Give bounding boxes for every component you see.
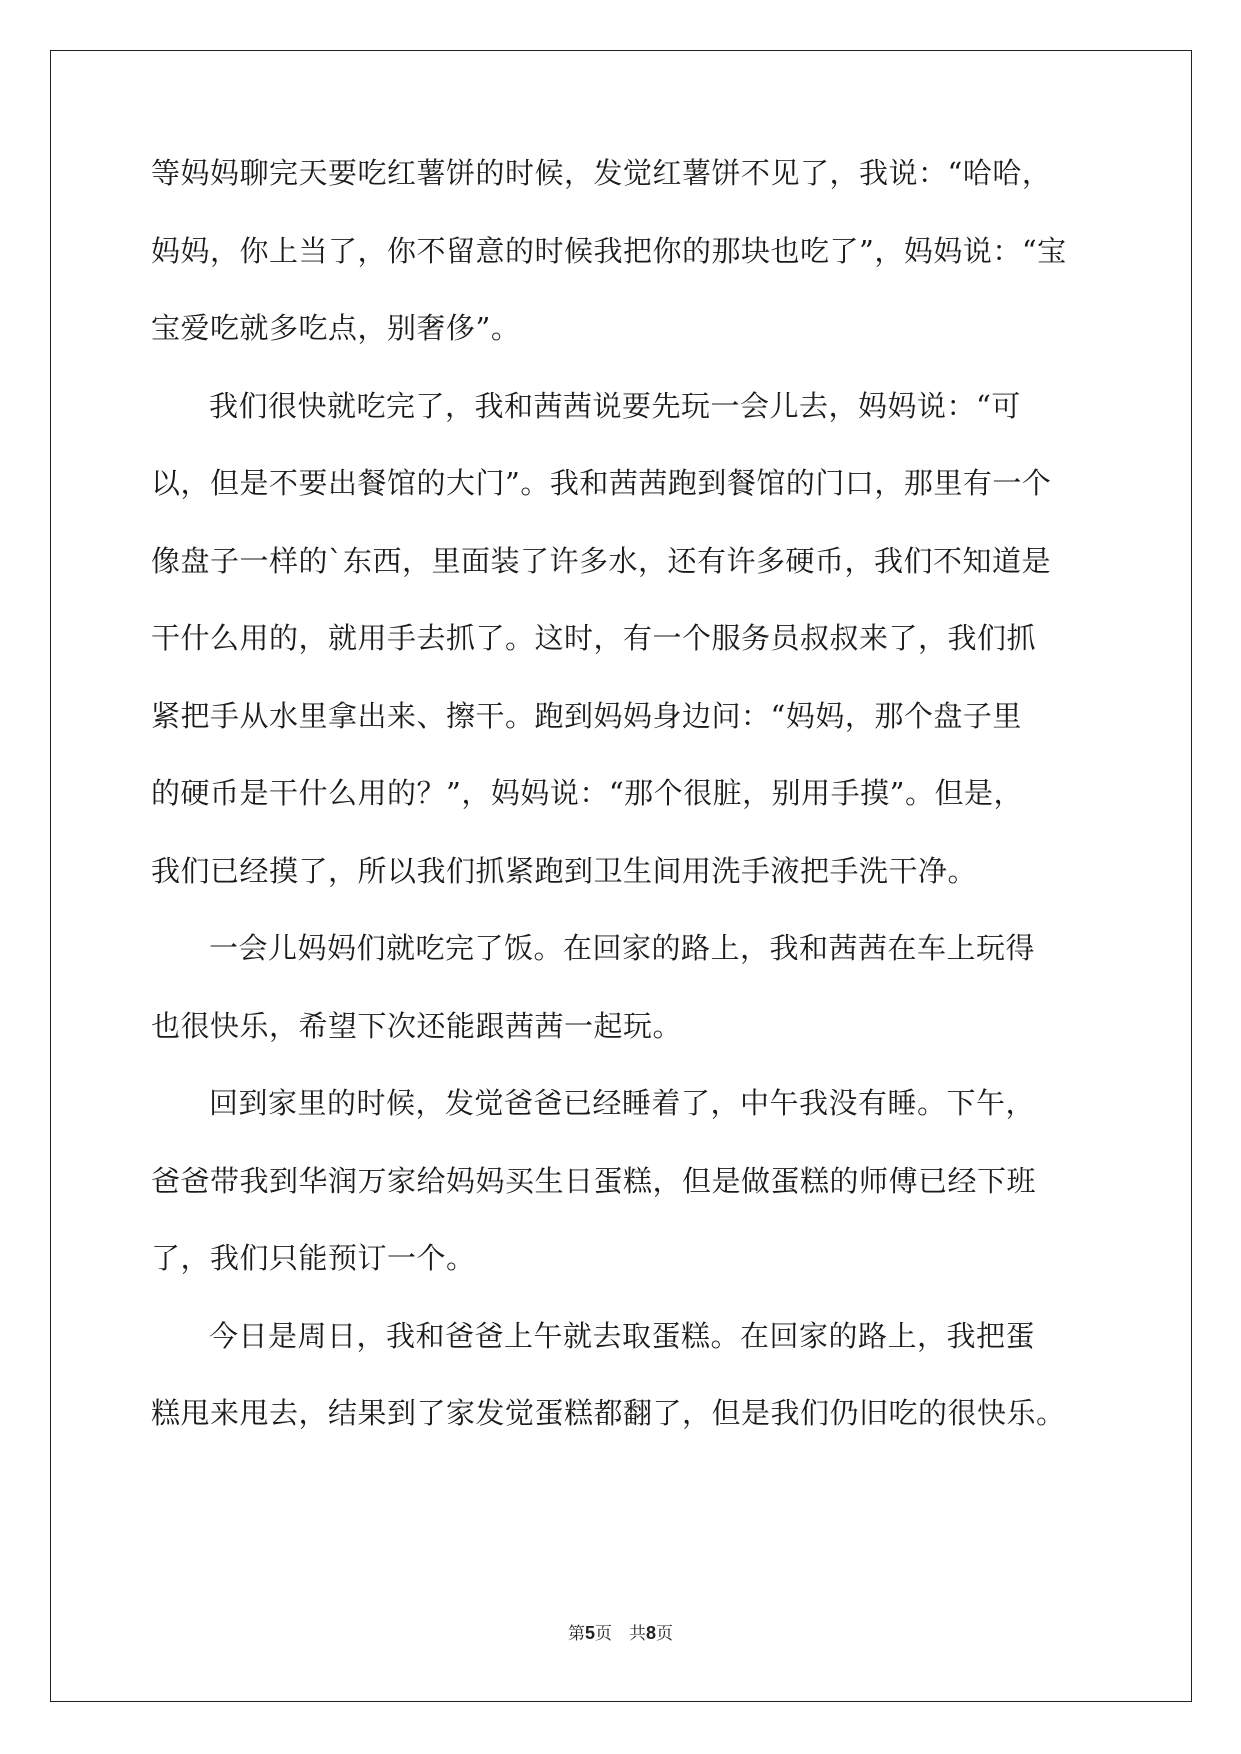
text-line: 今日是周日，我和爸爸上午就去取蛋糕。在回家的路上，我把蛋 [209,1318,1036,1353]
text-line: 一会儿妈妈们就吃完了饭。在回家的路上，我和茜茜在车上玩得 [209,931,1036,965]
text-line: 的硬币是干什么用的？”，妈妈说：“那个很脏，别用手摸”。但是， [151,776,1023,810]
text-line: 回到家里的时候，发觉爸爸已经睡着了，中午我没有睡。下午， [209,1086,1036,1120]
total-page-number: 8 [646,1623,657,1643]
text-line: 我们已经摸了，所以我们抓紧跑到卫生间用洗手液把手洗干净。 [151,853,978,888]
text-line: 宝爱吃就多吃点，别奢侈”。 [151,311,521,345]
text-line: 等妈妈聊完天要吃红薯饼的时候，发觉红薯饼不见了，我说：“哈哈， [151,156,1052,190]
footer-prefix: 第 [567,1624,585,1644]
text-line: 妈妈，你上当了，你不留意的时候我把你的那块也吃了”，妈妈说：“宝 [151,233,1067,268]
document-body [151,156,1091,1474]
text-line: 也很快乐，希望下次还能跟茜茜一起玩。 [151,1008,683,1043]
text-line: 干什么用的，就用手去抓了。这时，有一个服务员叔叔来了，我们抓 [151,621,1037,655]
text-line: 我们很快就吃完了，我和茜茜说要先玩一会儿去，妈妈说：“可 [209,388,1021,423]
footer-suffix: 页 [656,1624,674,1644]
current-page-number: 5 [584,1623,595,1643]
footer-mid: 页 共 [595,1624,646,1644]
text-line: 以，但是不要出餐馆的大门”。我和茜茜跑到餐馆的门口，那里有一个 [151,466,1052,500]
text-line: 像盘子一样的`东西，里面装了许多水，还有许多硬币，我们不知道是 [151,543,1052,578]
page-footer [0,1619,1241,1644]
text-line: 糕甩来甩去，结果到了家发觉蛋糕都翻了，但是我们仍旧吃的很快乐。 [151,1396,1066,1430]
text-line: 紧把手从水里拿出来、擦干。跑到妈妈身边问：“妈妈，那个盘子里 [151,698,1022,733]
text-line: 爸爸带我到华润万家给妈妈买生日蛋糕，但是做蛋糕的师傅已经下班 [151,1163,1037,1198]
text-line: 了，我们只能预订一个。 [151,1241,476,1275]
